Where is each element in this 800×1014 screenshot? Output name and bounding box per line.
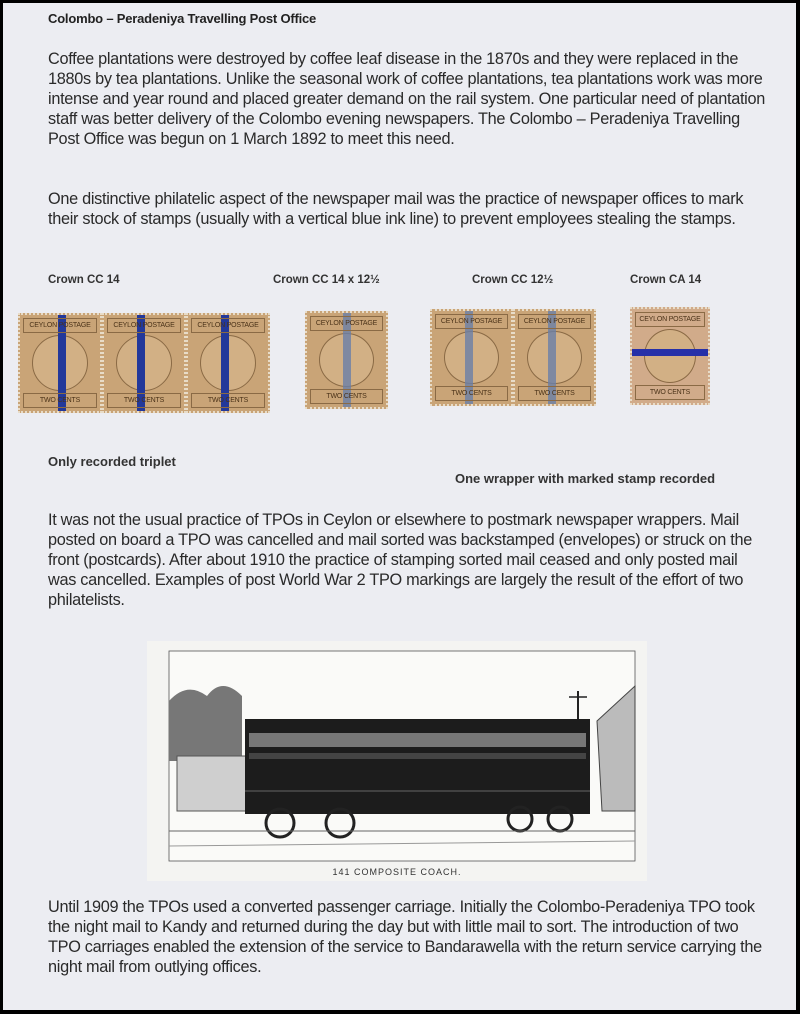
stamp-top-text: CEYLON POSTAGE [191, 318, 265, 333]
caption-crown-cc-14: Crown CC 14 [48, 274, 120, 286]
stamp-bottom-text: TWO CENTS [310, 389, 383, 404]
tpo-practice-paragraph: It was not the usual practice of TPOs in Ceylon or elsewhere to postmark newspaper wrappers. Mail posted on board a TPO was cancelled and mail sorted was backstamped (envelopes) or struck on the front (postcards). After about 1910 the practice of stamping sorted mail ceased and only posted mail was cancelled. Examples of post World War 2 TPO markings are largely the result of the effort of two philatelists. [48, 511, 752, 609]
stamp [18, 313, 102, 413]
stamp-bottom-text: TWO CENTS [107, 393, 181, 408]
stamp-top-text: CEYLON POSTAGE [518, 314, 591, 329]
stamp-top-text: CEYLON POSTAGE [107, 318, 181, 333]
composite-coach-photo [147, 641, 647, 881]
stamp [102, 313, 186, 413]
stamp [305, 311, 388, 409]
exhibit-page [3, 3, 796, 1010]
intro-paragraph: Coffee plantations were destroyed by coffee leaf disease in the 1870s and they were replaced in the 1880s by tea plantations. Unlike the seasonal work of coffee plantations, tea plantations work was more intense and year round and placed greater demand on the rail system. One particular need of plantation staff was better delivery of the Colombo evening newspapers. The Colombo – Peradeniya Travelling Post Office was begun on 1 March 1892 to meet this need. [48, 50, 766, 148]
triplet-note: Only recorded triplet [48, 454, 176, 469]
caption-crown-cc-12: Crown CC 12½ [472, 274, 554, 286]
stamp [630, 307, 710, 405]
stamp-bottom-text: TWO CENTS [435, 386, 508, 401]
stamp [430, 309, 513, 406]
caption-crown-cc-14x12: Crown CC 14 x 12½ [273, 274, 380, 286]
stamp [513, 309, 596, 406]
marking-paragraph: One distinctive philatelic aspect of the newspaper mail was the practice of newspaper offices to mark their stock of stamps (usually with a vertical blue ink line) to prevent employees stealing the stamps. [48, 190, 744, 228]
stamp-bottom-text: TWO CENTS [518, 386, 591, 401]
ink-line [632, 349, 708, 356]
train-carriage-image [147, 641, 647, 881]
caption-crown-ca-14: Crown CA 14 [630, 274, 702, 286]
stamp-top-text: CEYLON POSTAGE [435, 314, 508, 329]
stamp-bottom-text: TWO CENTS [23, 393, 97, 408]
portrait-oval [644, 329, 696, 383]
stamp [186, 313, 270, 413]
carriage-paragraph: Until 1909 the TPOs used a converted passenger carriage. Initially the Colombo-Peradeniya TPO took the night mail to Kandy and returned during the day but with little mail to sort. The introduction of two TPO carriages enabled the extension of the service to Bandarawella with the return service carrying the night mail from outlying offices. [48, 898, 762, 976]
stamp-top-text: CEYLON POSTAGE [23, 318, 97, 333]
stamp-top-text: CEYLON POSTAGE [635, 312, 705, 327]
wrapper-note: One wrapper with marked stamp recorded [455, 471, 716, 486]
photo-caption: 141 COMPOSITE COACH. [332, 867, 462, 877]
page-title: Colombo – Peradeniya Travelling Post Office [48, 11, 317, 26]
stamp-bottom-text: TWO CENTS [635, 385, 705, 400]
stamp-top-text: CEYLON POSTAGE [310, 316, 383, 331]
stamp-bottom-text: TWO CENTS [191, 393, 265, 408]
